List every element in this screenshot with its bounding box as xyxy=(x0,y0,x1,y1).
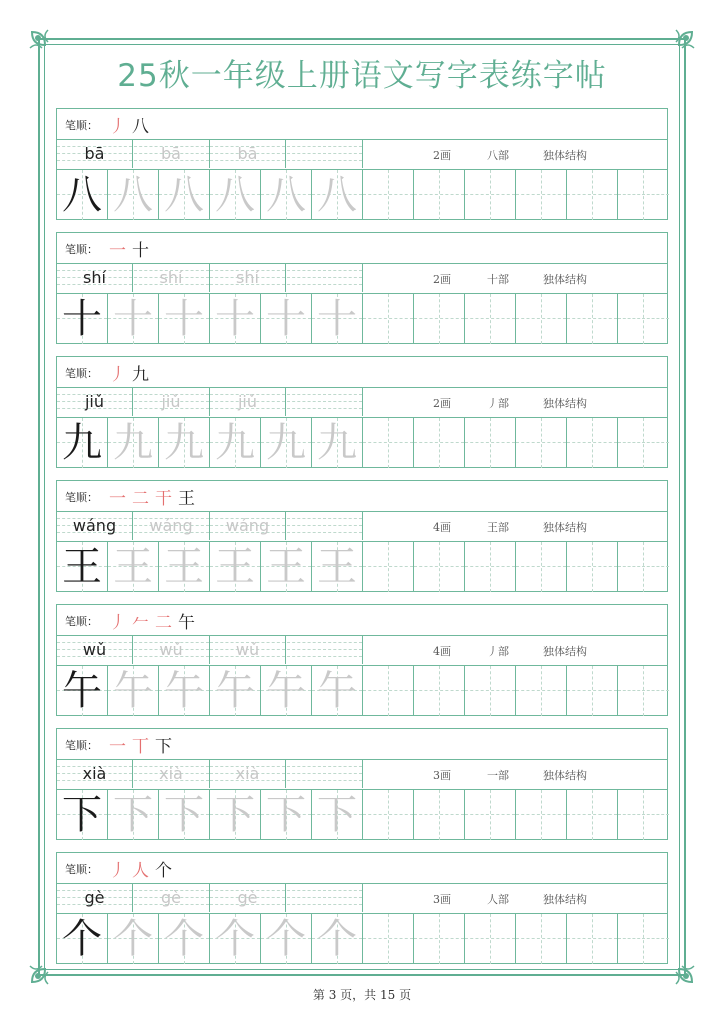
blank-practice-cell[interactable] xyxy=(618,170,669,220)
character-grid-row xyxy=(57,789,667,840)
pinyin-cell xyxy=(210,387,286,416)
character-cell xyxy=(108,666,159,716)
stroke-count-label: 2画 xyxy=(433,273,451,286)
trace-character: 九 xyxy=(215,420,255,466)
character-cell xyxy=(261,790,312,840)
pinyin-row xyxy=(57,511,667,541)
stroke-sequence xyxy=(109,484,195,508)
trace-character: 十 xyxy=(164,296,204,342)
pinyin-cell[interactable] xyxy=(287,263,363,292)
structure-label: 独体结构 xyxy=(543,893,587,906)
pinyin-cell xyxy=(134,387,210,416)
pinyin-trace: wǔ xyxy=(159,640,183,659)
practice-block xyxy=(56,232,668,344)
pinyin-trace: xià xyxy=(235,764,260,783)
pinyin-cell xyxy=(57,511,133,540)
trace-character: 午 xyxy=(113,668,153,714)
trace-character: 午 xyxy=(317,668,357,714)
trace-character: 午 xyxy=(215,668,255,714)
blank-practice-cell[interactable] xyxy=(567,914,618,964)
stroke-count-label: 2画 xyxy=(433,149,451,162)
blank-practice-cell[interactable] xyxy=(363,170,414,220)
blank-practice-cell[interactable] xyxy=(363,914,414,964)
blank-practice-cell[interactable] xyxy=(414,666,465,716)
stroke-sequence xyxy=(109,732,172,756)
trace-character: 下 xyxy=(317,792,357,838)
blank-practice-cell[interactable] xyxy=(618,294,669,344)
stroke-step: 丿 xyxy=(109,116,126,137)
practice-block xyxy=(56,108,668,220)
stroke-order-label: 笔顺： xyxy=(65,119,98,132)
stroke-order-row xyxy=(57,109,667,140)
pinyin-cell xyxy=(134,263,210,292)
pinyin-text: wǔ xyxy=(82,640,107,659)
blank-practice-cell[interactable] xyxy=(516,418,567,468)
stroke-order-row xyxy=(57,853,667,884)
blank-practice-cell[interactable] xyxy=(414,418,465,468)
character-cell xyxy=(312,170,363,220)
pinyin-trace: bā xyxy=(237,144,258,163)
stroke-sequence xyxy=(109,360,149,384)
model-character: 午 xyxy=(62,668,102,714)
blank-practice-cell[interactable] xyxy=(465,542,516,592)
trace-character: 午 xyxy=(266,668,306,714)
trace-character: 十 xyxy=(266,296,306,342)
character-cell xyxy=(159,418,210,468)
pinyin-cell xyxy=(210,759,286,788)
pinyin-cell xyxy=(210,883,286,912)
character-cell xyxy=(210,914,261,964)
stroke-step: 丿 xyxy=(109,364,126,385)
stroke-order-row xyxy=(57,605,667,636)
trace-character: 个 xyxy=(266,916,306,962)
stroke-step: 一 xyxy=(109,488,126,509)
pinyin-cell[interactable] xyxy=(287,635,363,664)
character-cell xyxy=(57,666,108,716)
trace-character: 八 xyxy=(317,172,357,218)
pinyin-trace: gè xyxy=(237,888,258,907)
model-character: 个 xyxy=(62,916,102,962)
pinyin-text: jiǔ xyxy=(84,392,105,411)
character-info xyxy=(363,883,667,912)
character-grid-row xyxy=(57,293,667,344)
character-cell xyxy=(57,542,108,592)
pinyin-row xyxy=(57,139,667,169)
pinyin-trace: bā xyxy=(161,144,181,163)
blank-practice-cell[interactable] xyxy=(567,542,618,592)
blank-practice-cell[interactable] xyxy=(363,790,414,840)
blank-practice-cell[interactable] xyxy=(516,666,567,716)
stroke-count-label: 2画 xyxy=(433,397,451,410)
character-cell xyxy=(159,666,210,716)
trace-character: 八 xyxy=(215,172,255,218)
radical-label: 十部 xyxy=(487,273,509,286)
blank-practice-cell[interactable] xyxy=(618,666,669,716)
trace-character: 八 xyxy=(113,172,153,218)
radical-label: 人部 xyxy=(487,893,509,906)
blank-practice-cell[interactable] xyxy=(363,666,414,716)
blank-practice-cell[interactable] xyxy=(618,790,669,840)
blank-practice-cell[interactable] xyxy=(363,418,414,468)
pinyin-cell[interactable] xyxy=(287,511,363,540)
character-grid-row xyxy=(57,169,667,220)
character-cell xyxy=(312,542,363,592)
blank-practice-cell[interactable] xyxy=(414,542,465,592)
practice-block xyxy=(56,480,668,592)
stroke-step: 王 xyxy=(178,488,195,509)
blank-practice-cell[interactable] xyxy=(414,170,465,220)
stroke-sequence xyxy=(109,856,172,880)
pinyin-row xyxy=(57,883,667,913)
trace-character: 王 xyxy=(113,544,153,590)
stroke-count-label: 3画 xyxy=(433,893,451,906)
character-cell xyxy=(108,170,159,220)
trace-character: 下 xyxy=(113,792,153,838)
stroke-order-row xyxy=(57,357,667,388)
pinyin-cell xyxy=(57,883,133,912)
character-cell xyxy=(108,294,159,344)
stroke-order-label: 笔顺： xyxy=(65,367,98,380)
stroke-step: 下 xyxy=(155,736,172,757)
pinyin-cell xyxy=(210,139,286,168)
pinyin-trace: gè xyxy=(161,888,181,907)
character-info xyxy=(363,759,667,788)
pinyin-text: bā xyxy=(84,144,105,163)
character-cell xyxy=(261,666,312,716)
pinyin-trace: wǔ xyxy=(235,640,260,659)
blank-practice-cell[interactable] xyxy=(567,790,618,840)
character-cell xyxy=(210,294,261,344)
character-cell xyxy=(57,790,108,840)
pinyin-trace: jiǔ xyxy=(237,392,258,411)
pinyin-cell xyxy=(210,635,286,664)
pinyin-cell xyxy=(210,511,286,540)
pinyin-cell xyxy=(134,511,210,540)
pinyin-trace: jiǔ xyxy=(161,392,181,411)
pinyin-trace: xià xyxy=(159,764,183,783)
pinyin-cell xyxy=(57,387,133,416)
blank-practice-cell[interactable] xyxy=(618,418,669,468)
stroke-sequence xyxy=(109,608,195,632)
character-grid-row xyxy=(57,665,667,716)
stroke-order-row xyxy=(57,729,667,760)
pinyin-trace: shí xyxy=(236,268,259,287)
pinyin-cell xyxy=(134,883,210,912)
blank-practice-cell[interactable] xyxy=(414,914,465,964)
structure-label: 独体结构 xyxy=(543,645,587,658)
pinyin-row xyxy=(57,387,667,417)
stroke-count-label: 3画 xyxy=(433,769,451,782)
character-info xyxy=(363,387,667,416)
trace-character: 王 xyxy=(317,544,357,590)
blank-practice-cell[interactable] xyxy=(414,790,465,840)
stroke-step: 干 xyxy=(155,488,172,509)
trace-character: 九 xyxy=(317,420,357,466)
character-cell xyxy=(57,170,108,220)
character-cell xyxy=(159,542,210,592)
trace-character: 九 xyxy=(113,420,153,466)
pinyin-cell xyxy=(57,139,133,168)
blank-practice-cell[interactable] xyxy=(465,914,516,964)
stroke-step: 丿 xyxy=(109,860,126,881)
trace-character: 个 xyxy=(113,916,153,962)
pinyin-row xyxy=(57,635,667,665)
trace-character: 午 xyxy=(164,668,204,714)
practice-block xyxy=(56,852,668,964)
blank-practice-cell[interactable] xyxy=(465,418,516,468)
practice-block xyxy=(56,356,668,468)
blank-practice-cell[interactable] xyxy=(414,294,465,344)
stroke-count-label: 4画 xyxy=(433,521,451,534)
character-cell xyxy=(108,418,159,468)
blank-practice-cell[interactable] xyxy=(465,666,516,716)
model-character: 王 xyxy=(62,544,102,590)
character-cell xyxy=(210,542,261,592)
stroke-step: 九 xyxy=(132,364,149,385)
blank-practice-cell[interactable] xyxy=(465,294,516,344)
pinyin-text: gè xyxy=(84,888,105,907)
character-info xyxy=(363,635,667,664)
trace-character: 王 xyxy=(164,544,204,590)
model-character: 九 xyxy=(62,420,102,466)
stroke-step: 十 xyxy=(132,240,149,261)
pinyin-text: shí xyxy=(83,268,106,287)
radical-label: 一部 xyxy=(487,769,509,782)
blank-practice-cell[interactable] xyxy=(516,294,567,344)
trace-character: 王 xyxy=(215,544,255,590)
character-cell xyxy=(108,790,159,840)
structure-label: 独体结构 xyxy=(543,769,587,782)
pinyin-trace: wáng xyxy=(225,516,270,535)
pinyin-cell xyxy=(134,139,210,168)
character-grid-row xyxy=(57,913,667,964)
trace-character: 下 xyxy=(164,792,204,838)
pinyin-cell xyxy=(210,263,286,292)
blank-practice-cell[interactable] xyxy=(618,914,669,964)
trace-character: 十 xyxy=(113,296,153,342)
stroke-order-row xyxy=(57,233,667,264)
blank-practice-cell[interactable] xyxy=(465,790,516,840)
character-cell xyxy=(261,418,312,468)
trace-character: 下 xyxy=(266,792,306,838)
stroke-order-label: 笔顺： xyxy=(65,863,98,876)
stroke-step: 午 xyxy=(178,612,195,633)
character-cell xyxy=(312,666,363,716)
character-cell xyxy=(159,170,210,220)
character-cell xyxy=(312,294,363,344)
blank-practice-cell[interactable] xyxy=(567,418,618,468)
character-cell xyxy=(312,914,363,964)
pinyin-trace: shí xyxy=(159,268,183,287)
pinyin-trace: wáng xyxy=(149,516,193,535)
pinyin-cell[interactable] xyxy=(287,759,363,788)
character-cell xyxy=(210,170,261,220)
stroke-step: 丅 xyxy=(132,736,149,757)
trace-character: 个 xyxy=(215,916,255,962)
pinyin-cell[interactable] xyxy=(287,883,363,912)
trace-character: 下 xyxy=(215,792,255,838)
stroke-step: 二 xyxy=(155,612,172,633)
structure-label: 独体结构 xyxy=(543,149,587,162)
pinyin-cell xyxy=(134,759,210,788)
character-cell xyxy=(210,666,261,716)
character-cell xyxy=(108,914,159,964)
stroke-step: 个 xyxy=(155,860,172,881)
stroke-step: 𠂉 xyxy=(132,612,149,633)
stroke-count-label: 4画 xyxy=(433,645,451,658)
pinyin-cell xyxy=(57,635,133,664)
character-cell xyxy=(108,542,159,592)
pinyin-row xyxy=(57,759,667,789)
trace-character: 个 xyxy=(317,916,357,962)
blank-practice-cell[interactable] xyxy=(516,914,567,964)
character-info xyxy=(363,263,667,292)
stroke-step: 一 xyxy=(109,240,126,261)
character-cell xyxy=(261,294,312,344)
structure-label: 独体结构 xyxy=(543,273,587,286)
model-character: 下 xyxy=(62,792,102,838)
structure-label: 独体结构 xyxy=(543,521,587,534)
radical-label: 丿部 xyxy=(487,645,509,658)
stroke-order-label: 笔顺： xyxy=(65,243,98,256)
character-cell xyxy=(261,542,312,592)
character-cell xyxy=(261,914,312,964)
character-cell xyxy=(159,294,210,344)
blank-practice-cell[interactable] xyxy=(516,790,567,840)
character-cell xyxy=(159,790,210,840)
trace-character: 十 xyxy=(215,296,255,342)
radical-label: 王部 xyxy=(487,521,509,534)
pinyin-text: wáng xyxy=(72,516,117,535)
blank-practice-cell[interactable] xyxy=(516,170,567,220)
stroke-step: 人 xyxy=(132,860,149,881)
stroke-sequence xyxy=(109,236,149,260)
blank-practice-cell[interactable] xyxy=(363,294,414,344)
character-cell xyxy=(57,294,108,344)
character-info xyxy=(363,139,667,168)
radical-label: 丿部 xyxy=(487,397,509,410)
character-cell xyxy=(261,170,312,220)
stroke-order-label: 笔顺： xyxy=(65,491,98,504)
page-footer: 第 3 页，共 15 页 xyxy=(312,988,412,1002)
blank-practice-cell[interactable] xyxy=(567,170,618,220)
stroke-step: 丿 xyxy=(109,612,126,633)
pinyin-row xyxy=(57,263,667,293)
character-cell xyxy=(57,418,108,468)
model-character: 十 xyxy=(62,296,102,342)
character-cell xyxy=(57,914,108,964)
character-cell xyxy=(159,914,210,964)
pinyin-text: xià xyxy=(82,764,107,783)
trace-character: 八 xyxy=(266,172,306,218)
trace-character: 八 xyxy=(164,172,204,218)
trace-character: 十 xyxy=(317,296,357,342)
blank-practice-cell[interactable] xyxy=(618,542,669,592)
trace-character: 九 xyxy=(164,420,204,466)
stroke-order-label: 笔顺： xyxy=(65,615,98,628)
practice-block xyxy=(56,604,668,716)
blank-practice-cell[interactable] xyxy=(465,170,516,220)
model-character: 八 xyxy=(62,172,102,218)
structure-label: 独体结构 xyxy=(543,397,587,410)
blank-practice-cell[interactable] xyxy=(363,542,414,592)
blank-practice-cell[interactable] xyxy=(516,542,567,592)
blank-practice-cell[interactable] xyxy=(567,666,618,716)
character-cell xyxy=(210,790,261,840)
character-cell xyxy=(312,418,363,468)
stroke-order-label: 笔顺： xyxy=(65,739,98,752)
stroke-order-row xyxy=(57,481,667,512)
blank-practice-cell[interactable] xyxy=(567,294,618,344)
character-info xyxy=(363,511,667,540)
character-cell xyxy=(210,418,261,468)
trace-character: 王 xyxy=(266,544,306,590)
character-cell xyxy=(312,790,363,840)
page-title: 25秋一年级上册语文写字表练字帖 xyxy=(117,58,607,94)
pinyin-cell xyxy=(57,759,133,788)
pinyin-cell xyxy=(134,635,210,664)
radical-label: 八部 xyxy=(487,149,509,162)
trace-character: 九 xyxy=(266,420,306,466)
stroke-step: 一 xyxy=(109,736,126,757)
character-grid-row xyxy=(57,541,667,592)
trace-character: 个 xyxy=(164,916,204,962)
stroke-step: 二 xyxy=(132,488,149,509)
stroke-step: 八 xyxy=(132,116,149,137)
pinyin-cell xyxy=(57,263,133,292)
pinyin-cell[interactable] xyxy=(287,139,363,168)
practice-block xyxy=(56,728,668,840)
stroke-sequence xyxy=(109,112,149,136)
pinyin-cell[interactable] xyxy=(287,387,363,416)
character-grid-row xyxy=(57,417,667,468)
